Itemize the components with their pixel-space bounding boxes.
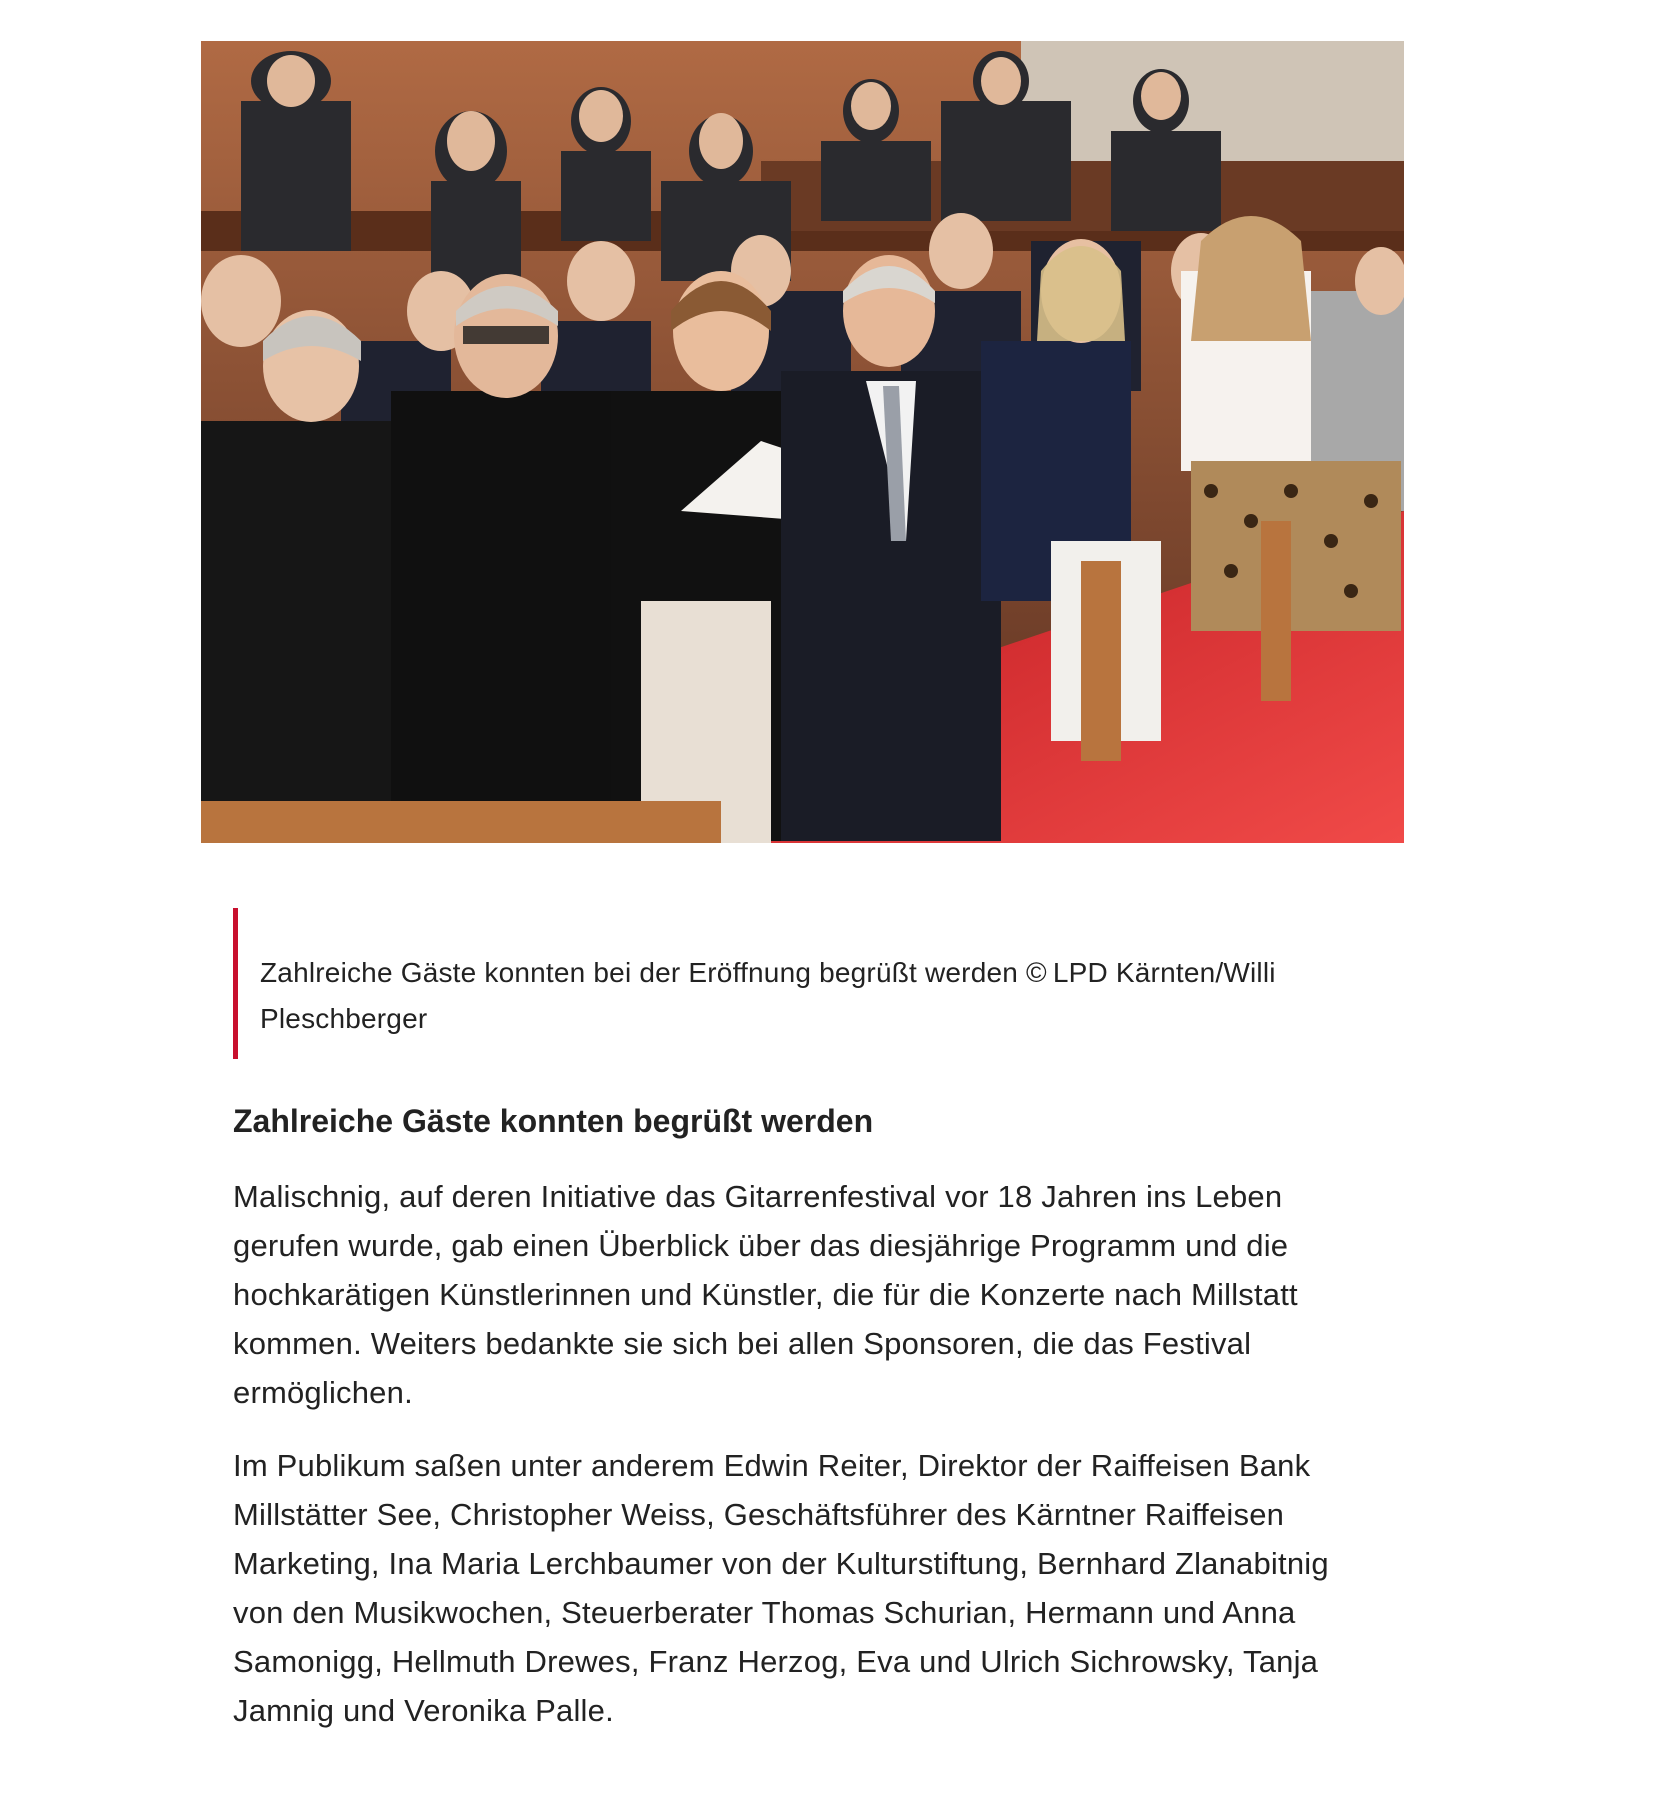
photo-audience-icon [201,41,1404,843]
section-heading: Zahlreiche Gäste konnten begrüßt werden [233,1103,874,1139]
copyright-symbol: © [1026,957,1047,988]
photo-credit: LPD Kärnten/Willi Pleschberger [260,957,1276,1034]
article-photo [201,41,1404,843]
article-paragraph: Im Publikum saßen unter anderem Edwin Reiter, Direktor der Raiffeisen Bank Millstätter See, Christopher Weiss, Geschäftsführer des Kärntner Raiffeisen Marketing, Ina Maria Lerchbaumer von der Kulturstiftung, Bernhard Zlanabitnig von den Musikwochen, Steuerberater Thomas Schurian, Hermann und Anna Samonigg, Hellmuth Drewes, Franz Herzog, Eva und Ulrich Sichrowsky, Tanja Jamnig und Veronika Palle. [233,1448,1329,1728]
article-paragraph: Malischnig, auf deren Initiative das Gitarrenfestival vor 18 Jahren ins Leben gerufen wurde, gab einen Überblick über das diesjährige Programm und die hochkarätigen Künstlerinnen und Künstler, die für die Konzerte nach Millstatt kommen. Weiters bedankte sie sich bei allen Sponsoren, die das Festival ermöglichen. [233,1179,1298,1410]
photo-caption [233,908,1373,1059]
caption-text: Zahlreiche Gäste konnten bei der Eröffnung begrüßt werden [260,957,1019,988]
